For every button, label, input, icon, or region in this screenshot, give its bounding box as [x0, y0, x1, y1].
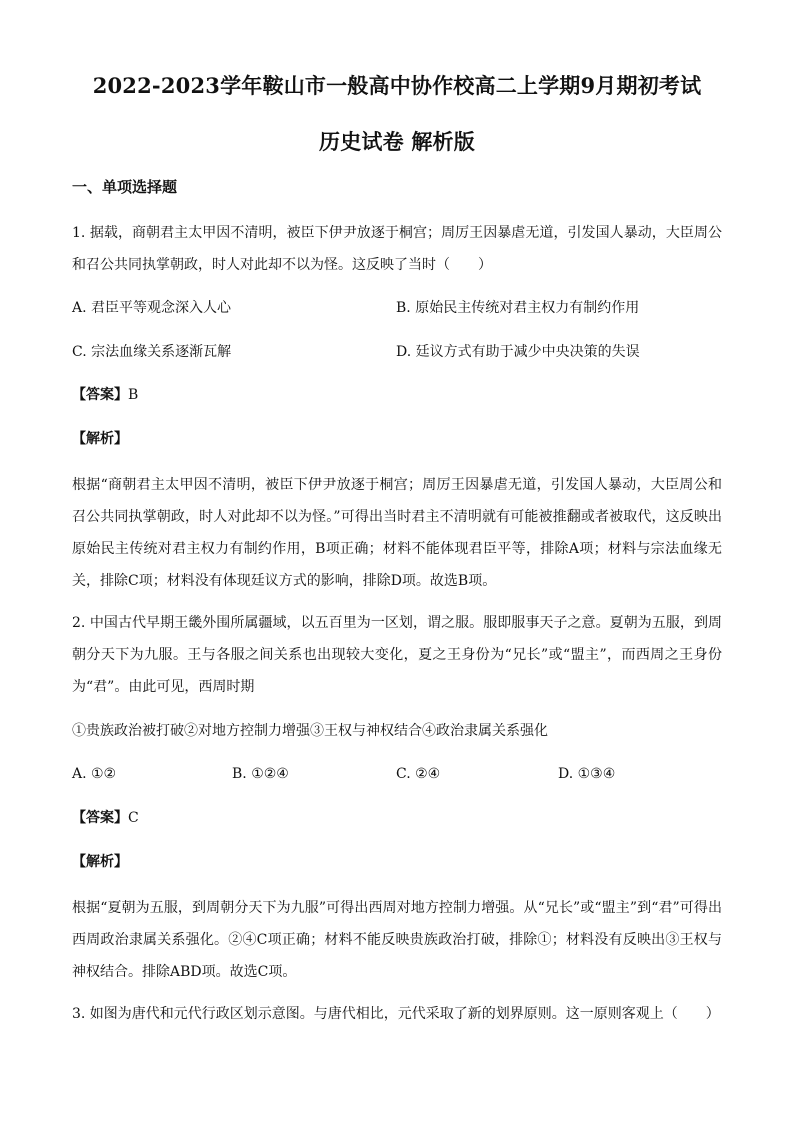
- q2-statement-items: ①贵族政治被打破②对地方控制力增强③王权与神权结合④政治隶属关系强化: [72, 723, 548, 739]
- exam-title: 2022-2023学年鞍山市一般高中协作校高二上学期9月期初考试: [92, 73, 702, 98]
- q1-analysis-tag: [72, 427, 128, 451]
- question-2-analysis: 根据“夏朝为五服，到周朝分天下为九服”可得出西周对地方控制力增强。从“兄长”或“盟主”到“君”可得出西周政治隶属关系强化。②④C项正确；材料不能反映贵族政治打破，排除①；材料没有反映出③王权与神权结合。排除ABD项。故选C项。: [72, 900, 722, 980]
- section-heading: 一、单项选择题: [72, 178, 178, 196]
- q1-option-c: C. 宗法血缘关系逐渐瓦解: [72, 344, 232, 360]
- q2-option-b: B. ①②④: [232, 766, 289, 782]
- analysis-tag: 【解析】: [72, 854, 128, 870]
- q1-option-a: A. 君臣平等观念深入人心: [72, 300, 232, 316]
- q2-option-c: C. ②④: [396, 766, 441, 782]
- q1-option-d: D. 廷议方式有助于减少中央决策的失误: [396, 344, 640, 360]
- question-1-analysis: 根据“商朝君主太甲因不清明，被臣下伊尹放逐于桐宫；周厉王因暴虐无道，引发国人暴动，大臣周公和召公共同执掌朝政，时人对此却不以为怪。”可得出当时君主不清明就有可能被推翻或者被取代，这反映出原始民主传统对君主权力有制约作用，B项正确；材料不能体现君臣平等，排除A项；材料与宗法血缘无关，排除C项；材料没有体现廷议方式的影响，排除D项。故选B项。: [72, 477, 722, 589]
- q2-answer: [72, 806, 139, 830]
- answer-tag: 【答案】: [72, 810, 128, 826]
- q1-answer: [72, 383, 138, 407]
- q2-option-d: D. ①③④: [558, 766, 616, 782]
- question-2-stem: 2. 中国古代早期王畿外围所属疆域，以五百里为一区划，谓之服。服即服事天子之意。夏朝为五服，到周朝分天下为九服。王与各服之间关系也出现较大变化，夏之王身份为“兄长”或“盟主”，而西周之王身份为“君”。由此可见，西周时期: [72, 615, 722, 695]
- question-3-stem: 3. 如图为唐代和元代行政区划示意图。与唐代相比，元代采取了新的划界原则。这一原则客观上（ ）: [72, 1006, 720, 1022]
- answer-value: C: [128, 810, 139, 826]
- analysis-tag: 【解析】: [72, 431, 128, 447]
- exam-subtitle: 历史试卷 解析版: [319, 129, 475, 154]
- q2-option-a: A. ①②: [72, 766, 117, 782]
- q1-option-b: B. 原始民主传统对君主权力有制约作用: [396, 300, 640, 316]
- q2-analysis-tag: [72, 850, 128, 874]
- answer-value: B: [128, 387, 139, 403]
- question-1-stem: 1. 据载，商朝君主太甲因不清明，被臣下伊尹放逐于桐宫；周厉王因暴虐无道，引发国人暴动，大臣周公和召公共同执掌朝政，时人对此却不以为怪。这反映了当时（ ）: [72, 225, 722, 273]
- answer-tag: 【答案】: [72, 387, 128, 403]
